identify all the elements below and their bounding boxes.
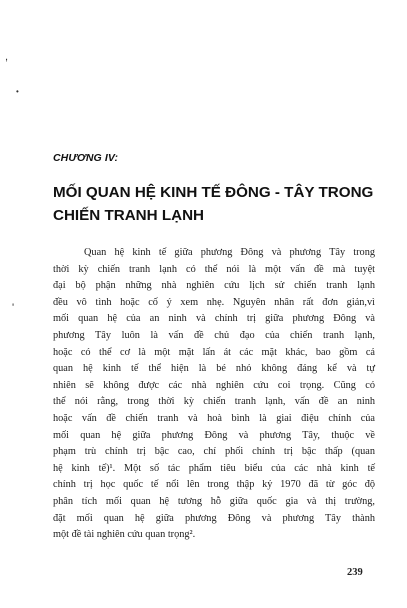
text-line: quan hệ kinh tế thể hiện là bé nhỏ không đáng kể và tự	[53, 363, 375, 375]
text-line: thể nói rằng, trong thời kỳ chiến tranh lạnh, vấn đề an ninh	[53, 396, 375, 408]
chapter-title-line: MỐI QUAN HỆ KINH TẾ ĐÔNG - TÂY TRONG	[53, 184, 374, 201]
chapter-title	[53, 181, 373, 227]
text-line: đại bộ phận những nhà nghiên cứu lịch sử chiến tranh lạnh	[53, 280, 375, 292]
body-paragraph	[53, 245, 375, 544]
text-line: một đề tài nghiên cứu quan trọng².	[53, 529, 196, 541]
text-line: chính trị học quốc tế nổi lên trong thập kỷ 1970 đã từ góc độ	[53, 479, 375, 491]
text-line: đặt mối quan hệ giữa phương Đông và phương Tây thành	[53, 512, 375, 524]
text-line: hoặc vấn đề chiến tranh và hoà bình là giai điệu chính của	[53, 412, 375, 424]
text-line: phương Tây luôn là vấn đề chủ đạo của chiến tranh lạnh,	[53, 329, 375, 341]
text-line: hoặc có thể cơ là một mặt lấn át các mặt khác, bao gồm cả	[53, 346, 375, 358]
text-line: mối quan hệ của an ninh và chính trị giữa phương Đông và	[53, 313, 375, 325]
text-line: nhiên sẽ không được các nhà nghiên cứu coi trọng. Cũng có	[53, 379, 375, 391]
page-number: 239	[347, 567, 363, 578]
margin-mark-top: ,	[5, 51, 9, 63]
text-line: phạm trù chính trị bậc cao, chí phối chính trị bậc thấp (quan	[53, 446, 375, 458]
text-line: Quan hệ kinh tế giữa phương Đông và phương Tây trong	[84, 247, 375, 258]
text-line: mối quan hệ giữa phương Đông và phương Tây, thuộc về	[53, 429, 375, 441]
text-line: đều vô tình hoặc cố ý xem nhẹ. Nguyên nhân rất đơn giản,vì	[53, 296, 375, 308]
text-line: phân tích mối quan hệ tương hỗ giữa quốc gia và thị trường,	[53, 495, 375, 507]
margin-mark-dot: •	[16, 87, 19, 96]
text-line: hệ kinh tế)¹. Một số tác phẩm tiêu biểu của các nhà kinh tế	[53, 462, 375, 474]
chapter-label: CHƯƠNG IV:	[53, 152, 119, 164]
chapter-title-line: CHIẾN TRANH LẠNH	[53, 207, 205, 224]
text-line: thời kỳ chiến tranh lạnh có thể nói là một vấn đề mà tuyệt	[53, 263, 375, 275]
margin-mark-side: '	[12, 302, 15, 314]
